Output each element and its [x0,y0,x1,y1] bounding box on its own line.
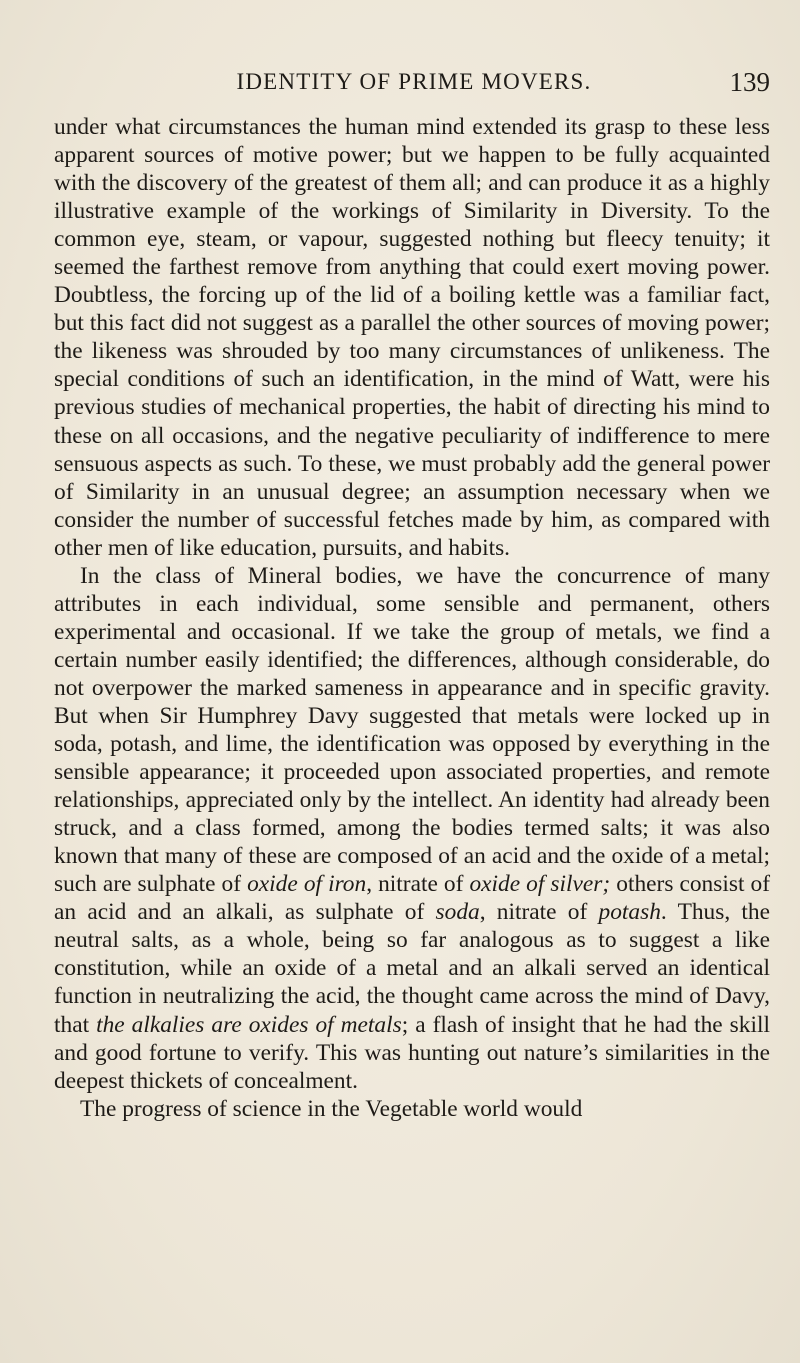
running-head [58,62,770,102]
text-segment: ; a flash of insight that he had the skill and good fortune to verify. This was hunting out nature’s similarities in the deepest thickets of concealment. [54,1011,770,1094]
text-segment: The progress of science in the Vegetable world would [80,1095,583,1122]
text-segment: In the class of Mineral bodies, we have the concurrence of many attributes in each individual, some sensible and permanent, others experimental and occasional. If we take the group of metals, we find a certain number easily identified; the differences, although considerable, do not overpower the marked sameness in appearance and in specific gravity. But when Sir Humphrey Davy suggested that metals were locked up in soda, potash, and lime, the identification was opposed by everything in the sensible appearance; it proceeded upon associated properties, and remote relationships, appreciated only by the intellect. An identity had already been struck, and a class formed, among the bodies termed salts; it was also known that many of these are composed of an acid and the oxide of a metal; such are sulphate of [54,562,770,898]
italic-segment: oxide of silver; [469,871,611,898]
italic-segment: oxide of iron [247,871,367,898]
paragraph-watt-steam [54,113,770,562]
text-segment: under what circumstances the human mind extended its grasp to these less apparent sources of motive power; but we happen to be fully acquainted with the discovery of the greatest of them all; and can produce it as a highly illustrative example of the workings of Similarity in Diversity. To the common eye, steam, or vapour, suggested nothing but fleecy tenuity; it seemed the farthest remove from anything that could exert moving power. Doubtless, the forcing up of the lid of a boiling kettle was a familiar fact, but this fact did not suggest as a parallel the other sources of moving power; the likeness was shrouded by too many circumstances of unlikeness. The special conditions of such an identification, in the mind of Watt, were his previous studies of mechanical properties, the habit of directing his mind to these on all occasions, and the negative peculiarity of indifference to mere sensuous aspects as such. To these, we must probably add the general power of Similarity in an unusual degree; an assumption necessary when we consider the number of successful fetches made by him, as compared with other men of like education, pursuits, and habits. [54,114,770,561]
page-number: 139 [729,67,770,97]
italic-segment: soda [435,899,480,926]
running-title: IDENTITY OF PRIME MOVERS. [236,69,592,94]
text-segment: , nitrate of [479,899,599,926]
italic-segment: potash [598,899,661,926]
body-text [54,113,770,1123]
text-segment: others consist of an acid and an alkali, as sulphate of [54,871,771,926]
text-segment: . Thus, the neutral salts, as a whole, being so far analogous as to suggest a like constitution, while an oxide of a metal and an alkali served an identical function in neutralizing the acid, the thought came across the mind of Davy, that [54,899,771,1038]
italic-segment: the alkalies are oxides of metals [96,1011,402,1038]
paragraph-davy-metals [54,562,770,1095]
text-segment: , nitrate of [366,871,470,898]
paragraph-vegetable-world [54,1095,770,1123]
